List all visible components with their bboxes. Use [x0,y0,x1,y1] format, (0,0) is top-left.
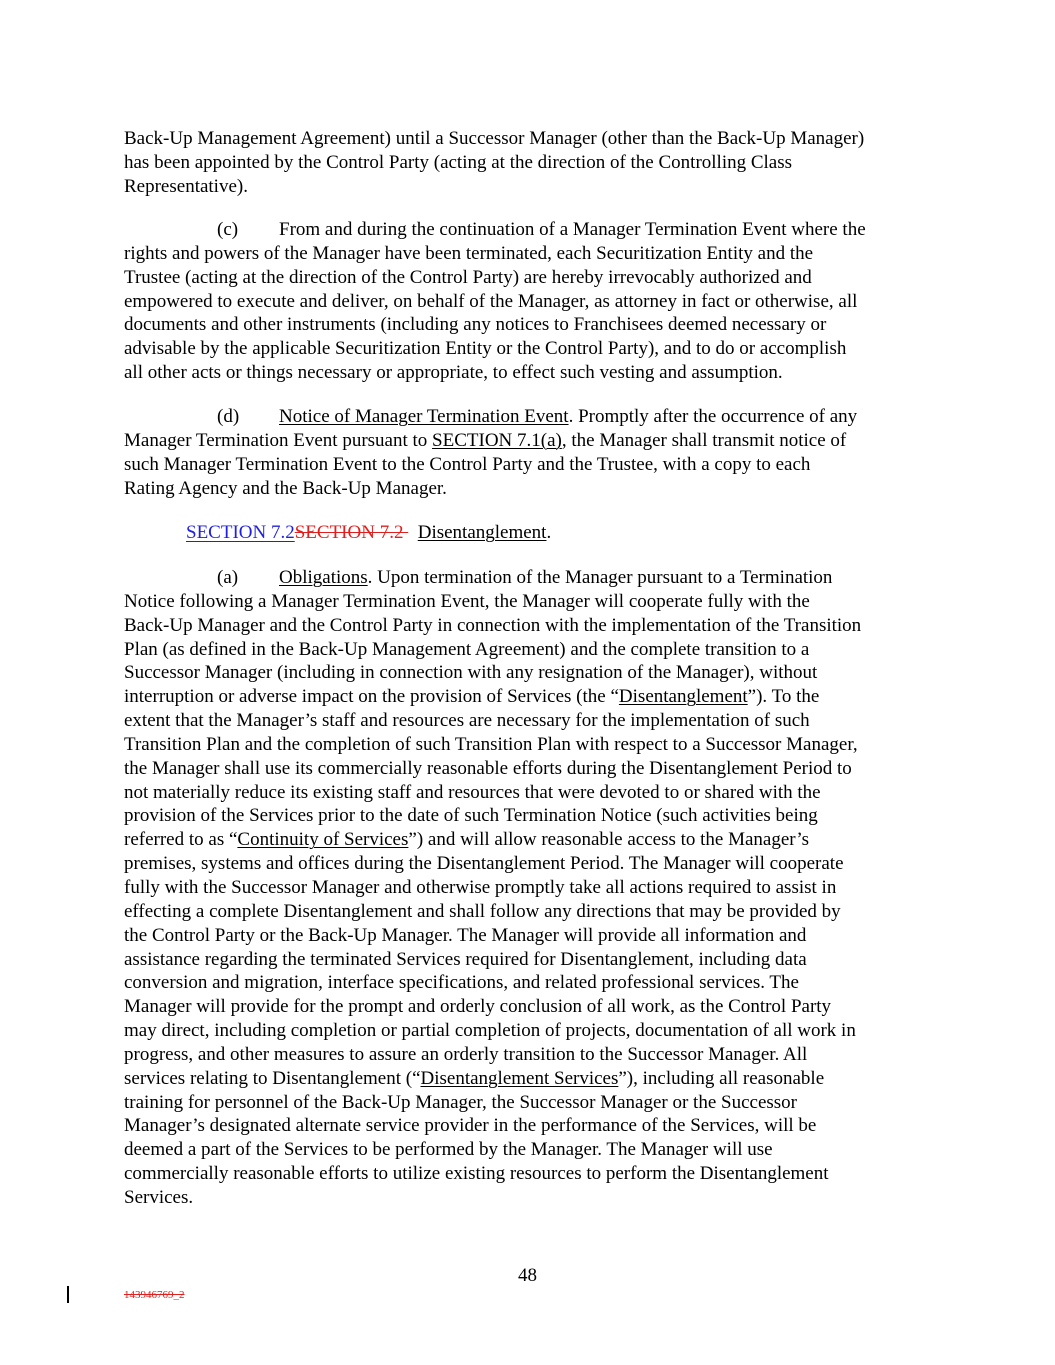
paragraph-label: (d) [217,406,240,427]
text-line: extent that the Manager’s staff and resources are necessary for the implementation of such [124,710,810,732]
section-heading [186,521,1001,545]
text-line: Representative). [124,175,248,197]
text-line [124,405,939,429]
section-title: Disentanglement [417,522,547,543]
text-fragment: ”), including all reasonable [618,1067,825,1089]
text-line: not materially reduce its existing staff and resources that were devoted to or shared with the [124,781,821,803]
defined-term: Continuity of Services [237,829,409,851]
text-line [124,685,939,709]
text-line: all other acts or things necessary or appropriate, to effect such vesting and assumption. [124,362,783,384]
text-line: fully with the Successor Manager and otherwise promptly take all actions required to assist in [124,876,837,898]
text-line: has been appointed by the Control Party (acting at the direction of the Controlling Class [124,151,793,173]
text-line: training for personnel of the Back-Up Manager, the Successor Manager or the Successor [124,1091,797,1113]
paragraph-heading: Obligations [279,567,368,588]
text-line: provision of the Services prior to the date of such Termination Notice (such activities being [124,805,818,827]
paragraph-c [124,218,939,385]
text-line: Notice following a Manager Termination Event, the Manager will cooperate fully with the [124,590,810,612]
text-fragment: From and during the continuation of a Manager Termination Event where the [279,219,866,240]
text-line [124,429,939,453]
text-line: Back-Up Management Agreement) until a Successor Manager (other than the Back-Up Manager) [124,128,865,149]
text-line: premises, systems and offices during the Disentanglement Period. The Manager will cooperate [124,853,844,875]
text-line: Services. [124,1186,194,1208]
text-line: commercially reasonable efforts to utilize existing resources to perform the Disentanglement [124,1163,829,1185]
text-fragment: . [546,522,552,543]
defined-term: Disentanglement [618,686,748,708]
inserted-section-number: SECTION 7.2 [186,522,295,543]
text-fragment: referred to as “ [124,829,238,851]
text-line: conversion and migration, interface specifications, and related professional services. The [124,972,799,994]
text-line: the Control Party or the Back-Up Manager. The Manager will provide all information and [124,924,807,946]
text-fragment: . Promptly after the occurrence of any [568,406,858,427]
text-line [124,828,939,852]
text-line: Rating Agency and the Back-Up Manager. [124,477,447,499]
text-fragment: . Upon termination of the Manager pursuant to a Termination [367,567,833,588]
text-line: empowered to execute and deliver, on behalf of the Manager, as attorney in fact or otherwise, all [124,290,858,312]
text-line: effecting a complete Disentanglement and shall follow any directions that may be provided by [124,900,841,922]
paragraph-d [124,405,939,500]
text-line: deemed a part of the Services to be performed by the Manager. The Manager will use [124,1139,773,1161]
text-line: such Manager Termination Event to the Control Party and the Trustee, with a copy to each [124,453,811,475]
text-line: the Manager shall use its commercially reasonable efforts during the Disentanglement Period to [124,757,852,779]
paragraph-label: (c) [217,219,239,240]
text-line: progress, and other measures to assure an orderly transition to the Successor Manager. All [124,1043,808,1065]
text-line: documents and other instruments (including any notices to Franchisees deemed necessary or [124,314,827,336]
text-fragment: services relating to Disentanglement (“ [124,1067,421,1089]
text-line: Transition Plan and the completion of such Transition Plan with respect to a Successor Manager, [124,733,858,755]
text-fragment: , the Manager shall transmit notice of [561,429,847,451]
text-line: rights and powers of the Manager have been terminated, each Securitization Entity and the [124,242,814,264]
document-id: 143946769_2 [124,1289,185,1301]
page-number: 48 [518,1265,537,1286]
text-line: assistance regarding the terminated Services required for Disentanglement, including data [124,948,807,970]
text-fragment: Manager Termination Event pursuant to [124,429,433,451]
text-line: Successor Manager (including in connection with any resignation of the Manager), without [124,662,818,684]
text-line: Trustee (acting at the direction of the Control Party) are hereby irrevocably authorized and [124,266,812,288]
text-line: may direct, including completion or partial completion of projects, documentation of all work in [124,1020,856,1042]
text-fragment: interruption or adverse impact on the provision of Services (the “ [124,686,619,708]
paragraph-obligations [124,566,939,1210]
continuation-paragraph [124,127,939,199]
deleted-section-number: SECTION 7.2 [294,522,409,543]
paragraph-heading: Notice of Manager Termination Event [279,406,569,427]
text-line: Plan (as defined in the Back-Up Management Agreement) and the complete transition to a [124,638,810,660]
text-line: advisable by the applicable Securitization Entity or the Control Party), and to do or accomplish [124,338,847,360]
text-line [124,218,939,242]
text-fragment: ”). To the [747,686,820,708]
paragraph-label: (a) [217,567,239,588]
section-reference-link[interactable]: SECTION 7.1(a) [432,429,562,451]
text-line [124,566,939,590]
text-line: Back-Up Manager and the Control Party in connection with the implementation of the Transition [124,614,862,636]
revision-change-bar [67,1286,69,1303]
text-line [124,1067,939,1091]
text-line: Manager’s designated alternate service provider in the performance of the Services, will be [124,1115,817,1137]
text-line [186,521,1001,545]
text-fragment: ”) and will allow reasonable access to the Manager’s [408,829,809,851]
defined-term: Disentanglement Services [420,1067,619,1089]
text-line: Manager will provide for the prompt and orderly conclusion of all work, as the Control Party [124,996,832,1018]
